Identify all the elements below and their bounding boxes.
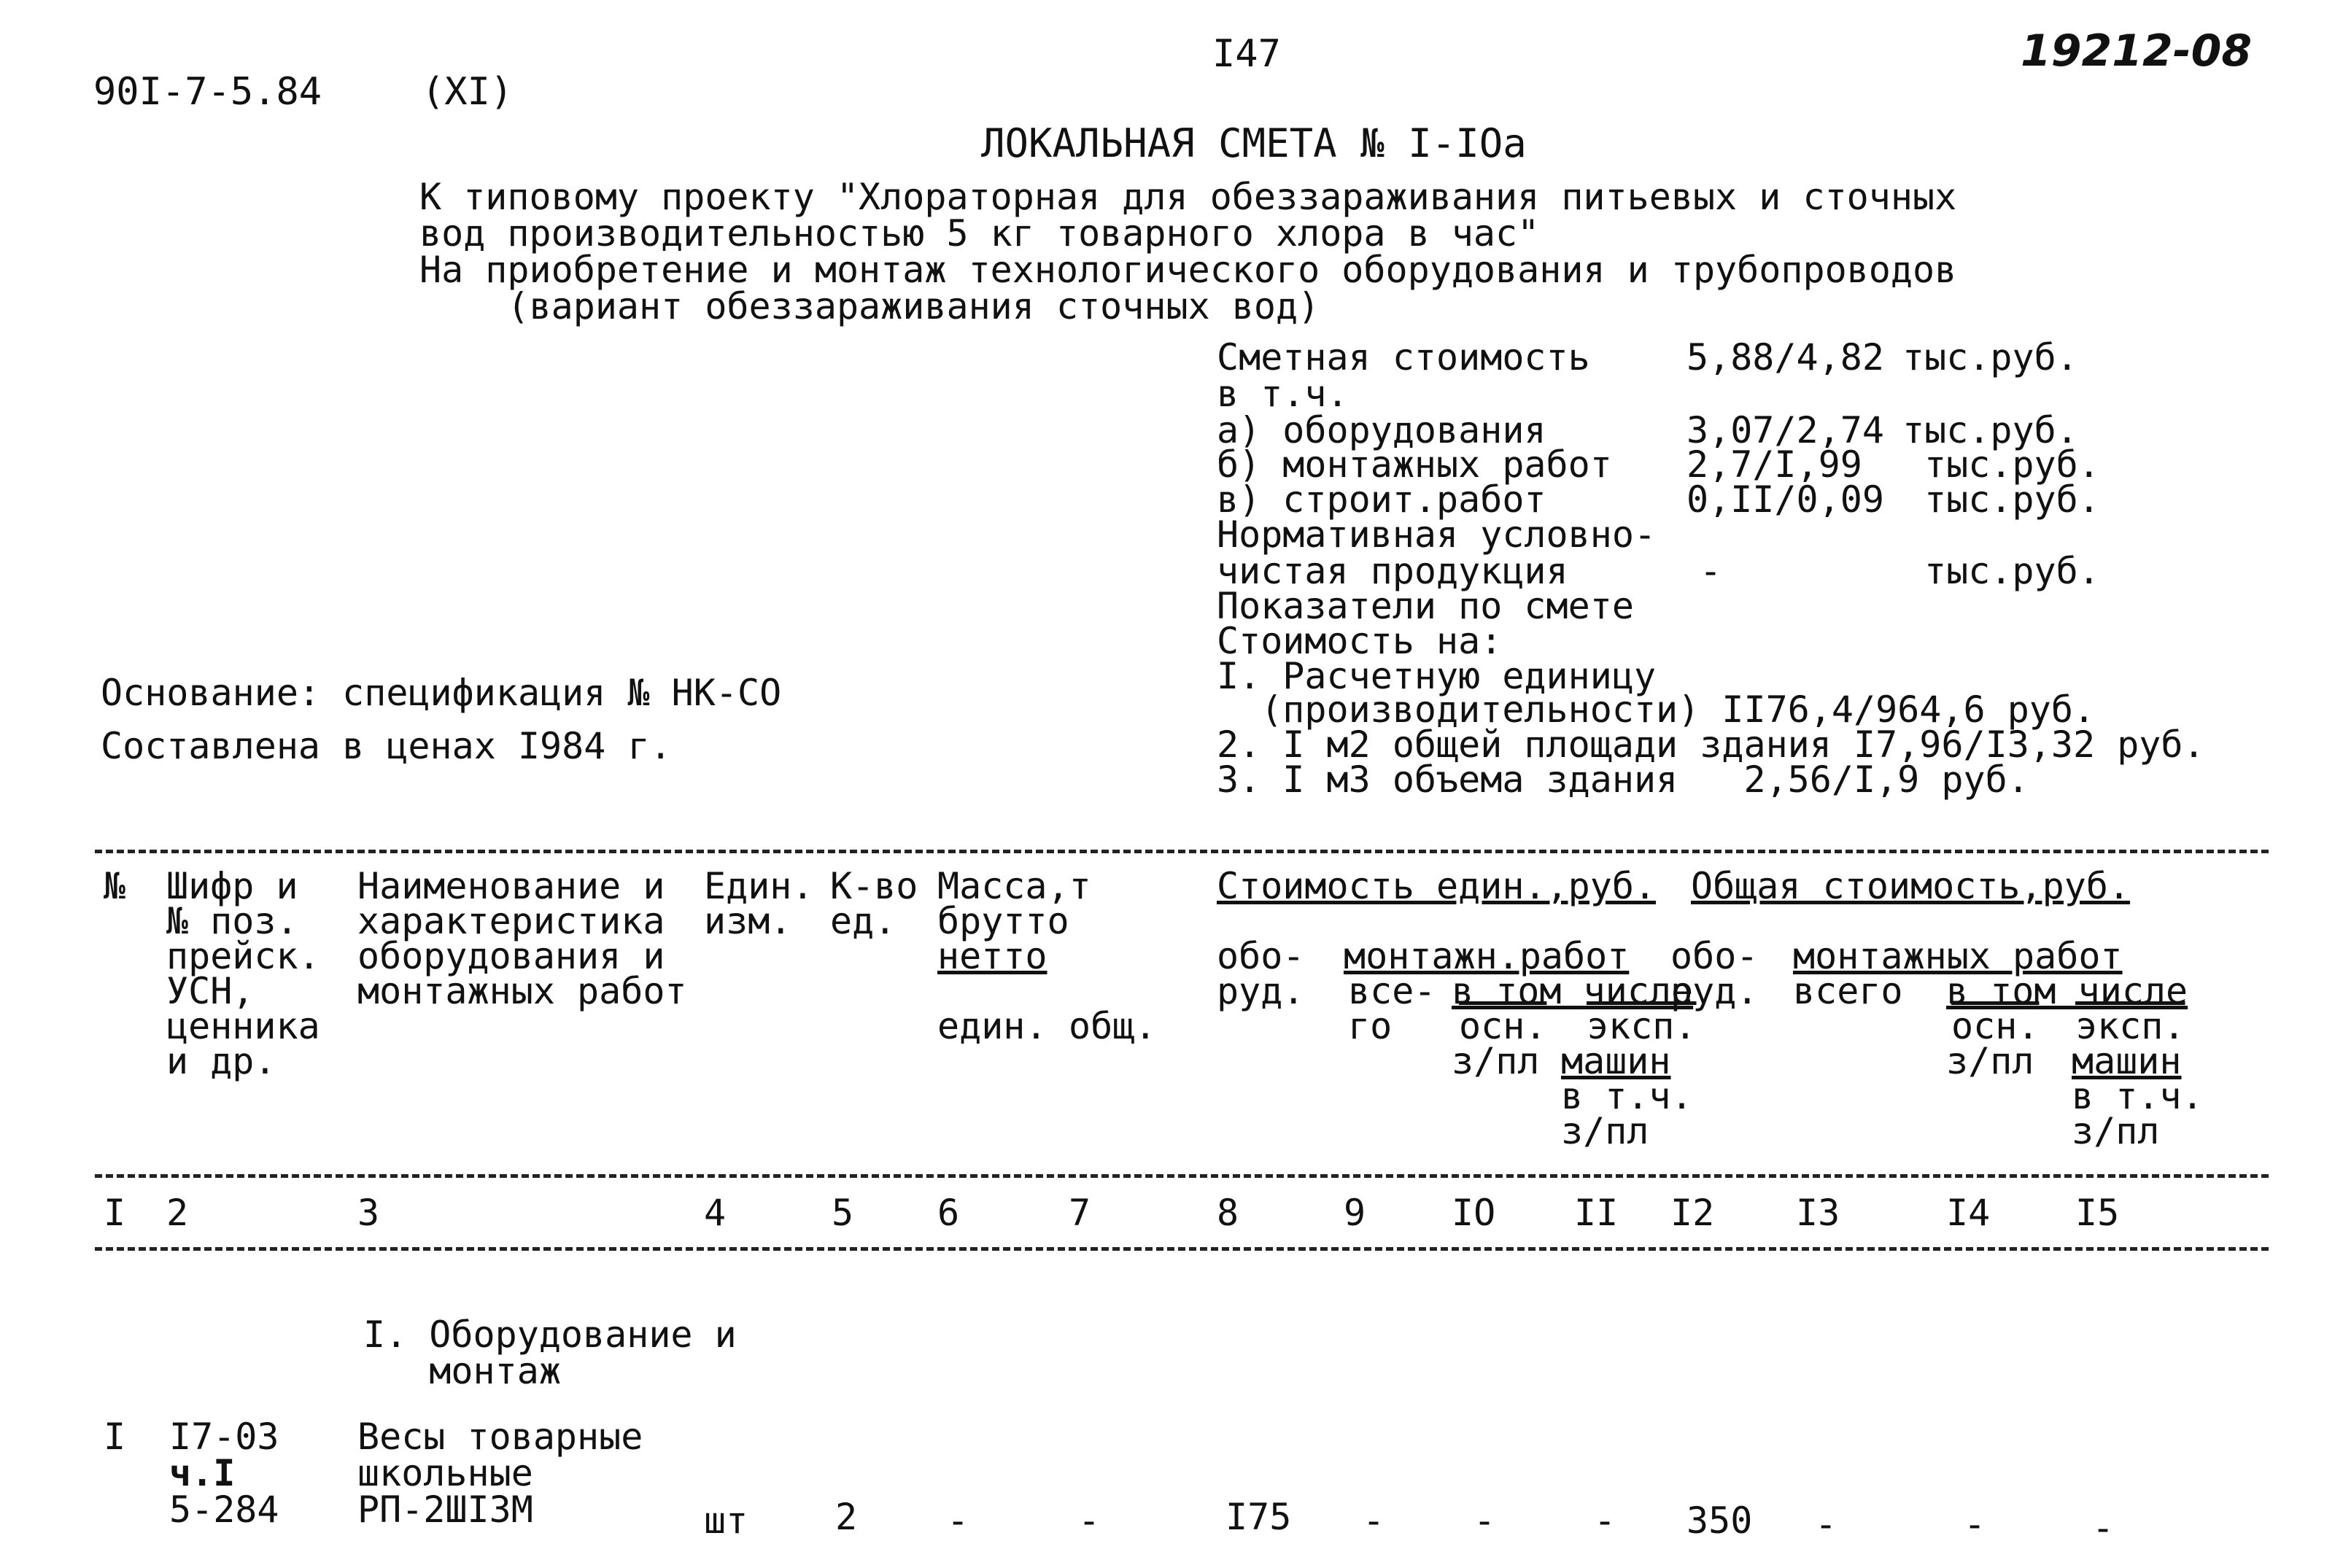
install-all-header: все- [1348, 970, 1436, 1012]
col-code-header: и др. [166, 1040, 276, 1082]
col-code-header: УСН, [166, 970, 255, 1012]
column-number: 3 [357, 1192, 380, 1234]
summary-unit: тыс.руб. [1924, 443, 2100, 486]
summary-value: 3,07/2,74 [1686, 409, 1884, 451]
subtitle-line-2: вод производительностью 5 кг товарного хлора в час" [419, 212, 1540, 255]
eksp2-header: эксп. [2075, 1005, 2185, 1047]
prices-text: Составлена в ценах I984 г. [101, 725, 672, 767]
eksp-header: эксп. [1587, 1005, 1697, 1047]
row-unit: шт [704, 1499, 748, 1542]
eksp-header: в т.ч. [1561, 1075, 1693, 1117]
page-number: I47 [1212, 32, 1281, 76]
summary-value: 2,7/I,99 [1686, 443, 1862, 486]
column-number: II [1574, 1192, 1619, 1234]
row-code: ч.I [169, 1452, 236, 1494]
column-number: I3 [1796, 1192, 1840, 1234]
row-mass-total: - [1078, 1499, 1101, 1542]
col-mass-header: брутто [937, 900, 1069, 942]
osn2-header: з/пл [1946, 1040, 2034, 1082]
row-total-equip: 350 [1686, 1499, 1753, 1542]
handwritten-number: 19212-08 [2021, 26, 2253, 77]
col-number-header: № [104, 865, 126, 907]
column-number: 9 [1344, 1192, 1366, 1234]
col-code-header: ценника [166, 1005, 320, 1047]
summary-value: - [1700, 550, 1722, 592]
col-unit-header: Един. [704, 865, 814, 907]
row-c14: - [1964, 1503, 1986, 1545]
summary-value: 0,II/0,09 [1686, 478, 1884, 521]
col-name-header: оборудования и [357, 935, 665, 977]
row-equip-cost: I75 [1225, 1496, 1292, 1538]
column-number: 8 [1217, 1192, 1239, 1234]
col-mass-header: Масса,т [937, 865, 1091, 907]
col-qty-header: ед. [830, 900, 896, 942]
summary-line: Сметная стоимость [1217, 336, 1590, 379]
section-title: монтаж [363, 1350, 561, 1392]
osn-header: осн. [1459, 1005, 1547, 1047]
summary-line: б) монтажных работ [1217, 443, 1612, 486]
osn-header: з/пл [1452, 1040, 1540, 1082]
summary-line: Стоимость на: [1217, 620, 1503, 662]
column-number: 4 [704, 1192, 727, 1234]
row-number: I [104, 1416, 126, 1458]
row-c11: - [1594, 1499, 1616, 1542]
document-title: ЛОКАЛЬНАЯ СМЕТА № I-IOа [981, 120, 1527, 166]
summary-line: Показатели по смете [1217, 585, 1634, 627]
total-cost-header: Общая стоимость,руб. [1691, 865, 2131, 907]
summary-line: в т.ч. [1217, 373, 1349, 415]
install2-all-header: всего [1793, 970, 1903, 1012]
summary-line: 3. I м3 объема здания 2,56/I,9 руб. [1217, 758, 2029, 801]
incl-header: в том числе [1452, 970, 1694, 1012]
eksp2-header: машин [2072, 1040, 2182, 1082]
section-title: I. Оборудование и [363, 1313, 737, 1356]
summary-line: 2. I м2 общей площади здания I7,96/I3,32 руб. [1217, 723, 2205, 766]
summary-unit: тыс.руб. [1902, 409, 2078, 451]
summary-line: в) строит.работ [1217, 478, 1546, 521]
row-code: 5-284 [169, 1489, 279, 1531]
osn2-header: осн. [1951, 1005, 2040, 1047]
row-name: Весы товарные [357, 1416, 643, 1458]
eksp-header: машин [1561, 1040, 1671, 1082]
row-name: школьные [357, 1452, 533, 1494]
eksp2-header: в т.ч. [2072, 1075, 2204, 1117]
column-number: 5 [832, 1192, 854, 1234]
column-number: I [104, 1192, 126, 1234]
column-number: IO [1452, 1192, 1496, 1234]
summary-line: а) оборудования [1217, 409, 1546, 451]
row-c9: - [1363, 1499, 1385, 1542]
table-top-line [95, 850, 2269, 853]
basis-text: Основание: спецификация № НК-СО [101, 672, 782, 714]
column-number: I4 [1946, 1192, 1991, 1234]
summary-line: Нормативная условно- [1217, 513, 1657, 556]
col-code-header: № поз. [166, 900, 298, 942]
subtitle-line-3: На приобретение и монтаж технологического оборудования и трубопроводов [419, 249, 1957, 291]
summary-unit: тыс.руб. [1924, 478, 2100, 521]
row-mass-unit: - [947, 1499, 969, 1542]
row-c13: - [1815, 1503, 1837, 1545]
summary-unit: тыс.руб. [1902, 336, 2078, 379]
row-qty: 2 [835, 1496, 858, 1538]
row-code: I7-03 [169, 1416, 279, 1458]
equip2-header: руд. [1670, 970, 1759, 1012]
equip-header: обо- [1217, 935, 1305, 977]
subtitle-line-1: К типовому проекту "Хлораторная для обеззараживания питьевых и сточных [419, 176, 1957, 218]
row-c10: - [1473, 1499, 1496, 1542]
volume-number: (XI) [422, 70, 514, 114]
column-number: 7 [1069, 1192, 1091, 1234]
column-number: 2 [166, 1192, 189, 1234]
summary-line: (производительности) II76,4/964,6 руб. [1217, 688, 2096, 731]
document-code: 90I-7-5.84 [93, 70, 322, 114]
col-name-header: характеристика [357, 900, 665, 942]
column-number: I5 [2075, 1192, 2120, 1234]
equip2-header: обо- [1670, 935, 1759, 977]
subtitle-line-4: (вариант обеззараживания сточных вод) [419, 285, 1320, 327]
unit-cost-header: Стоимость един.,руб. [1217, 865, 1657, 907]
col-code-header: Шифр и [166, 865, 298, 907]
summary-unit: тыс.руб. [1924, 550, 2100, 592]
col-mass-unit-header: един. [937, 1005, 1047, 1047]
col-name-header: монтажных работ [357, 970, 687, 1012]
install2-header: монтажных работ [1793, 935, 2123, 977]
summary-value: 5,88/4,82 [1686, 336, 1884, 379]
col-qty-header: К-во [830, 865, 918, 907]
col-unit-header: изм. [704, 900, 792, 942]
col-name-header: Наименование и [357, 865, 665, 907]
install-header: монтажн.работ [1344, 935, 1630, 977]
eksp2-header: з/пл [2072, 1110, 2160, 1152]
install-all-header: го [1348, 1005, 1393, 1047]
column-number: I2 [1670, 1192, 1715, 1234]
row-name: РП-2ШI3М [357, 1489, 533, 1531]
row-c15: - [2092, 1507, 2115, 1549]
summary-line: чистая продукция [1217, 550, 1568, 592]
col-mass-total-header: общ. [1069, 1005, 1157, 1047]
col-mass-header: нетто [937, 935, 1047, 977]
column-number: 6 [937, 1192, 960, 1234]
eksp-header: з/пл [1561, 1110, 1649, 1152]
equip-header: руд. [1217, 970, 1305, 1012]
table-header-bottom-line [95, 1174, 2269, 1178]
summary-line: I. Расчетную единицу [1217, 655, 1657, 697]
column-numbers-bottom-line [95, 1247, 2269, 1251]
col-code-header: прейск. [166, 935, 320, 977]
incl2-header: в том числе [1946, 970, 2188, 1012]
